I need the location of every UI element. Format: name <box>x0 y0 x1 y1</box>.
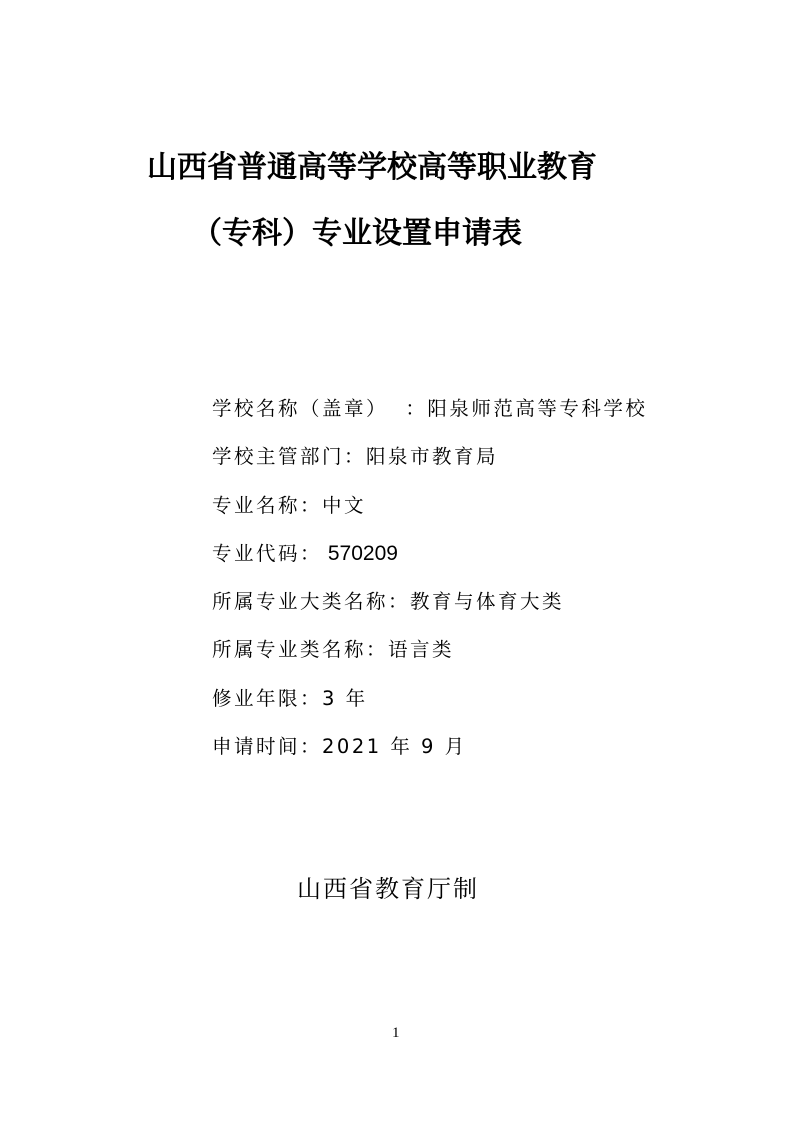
document-title-line-2: （专科）专业设置申请表 <box>192 216 522 251</box>
issuer-line: 山西省教育厅制 <box>297 875 479 903</box>
document-title-line-1: 山西省普通高等学校高等职业教育 <box>147 150 597 185</box>
field-major-code <box>212 537 647 585</box>
field-school-name <box>212 392 647 440</box>
field-value: 2021 年 9 月 <box>322 735 467 759</box>
field-label: 专业代码： <box>212 541 323 565</box>
field-value: 语言类 <box>388 638 455 662</box>
field-value: 阳泉市教育局 <box>366 445 499 469</box>
field-value: 教育与体育大类 <box>410 590 565 614</box>
field-value: 阳泉师范高等专科学校 <box>427 397 648 420</box>
field-label: 所属专业大类名称： <box>212 590 411 614</box>
field-label: 学校名称（盖章） <box>212 397 389 420</box>
field-separator: ： <box>388 397 428 420</box>
page-number: 1 <box>392 1025 400 1041</box>
field-label: 学校主管部门： <box>212 445 367 469</box>
field-label: 修业年限： <box>212 686 323 710</box>
field-study-duration <box>212 682 647 730</box>
field-application-date <box>212 730 647 778</box>
field-label: 所属专业类名称： <box>212 638 389 662</box>
field-value: 中文 <box>322 493 367 517</box>
field-label: 专业名称： <box>212 493 323 517</box>
field-major-category <box>212 585 647 633</box>
field-major-class <box>212 633 647 681</box>
application-info-block <box>212 392 647 778</box>
field-supervising-department <box>212 440 647 488</box>
field-value: 570209 <box>322 541 398 565</box>
field-label: 申请时间： <box>212 735 323 759</box>
field-value: 3 年 <box>322 686 368 710</box>
field-major-name <box>212 489 647 537</box>
